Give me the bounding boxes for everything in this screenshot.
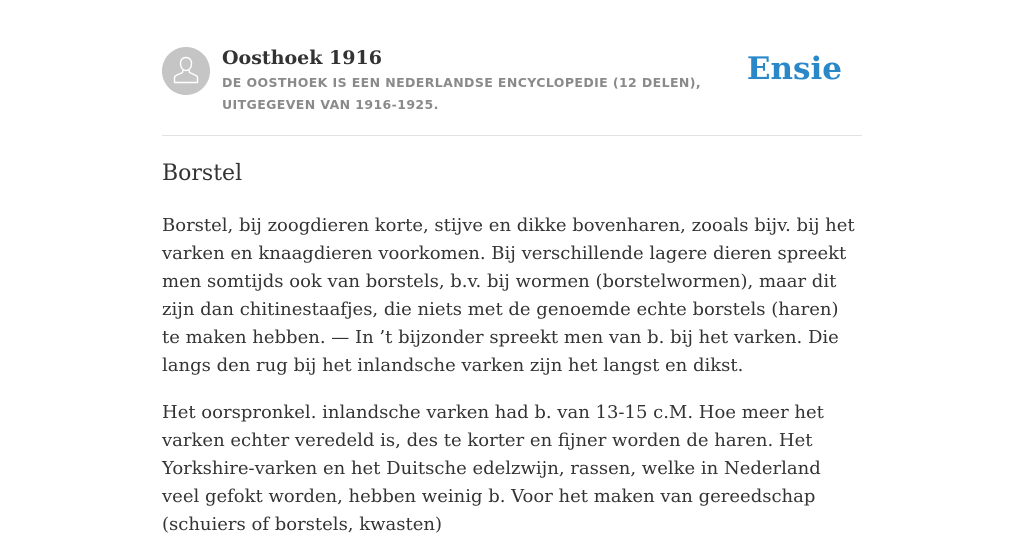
page bbox=[162, 0, 862, 535]
user-icon bbox=[162, 47, 210, 95]
entry-content bbox=[162, 212, 862, 558]
source-title[interactable]: Oosthoek 1916 bbox=[222, 47, 382, 69]
source-avatar[interactable] bbox=[162, 47, 210, 95]
entry-paragraph: Het oorspronkel. inlandsche varken had b. van 13-15 c.M. Hoe meer het varken echter veredeld is, des te korter en fijner worden de haren. Het Yorkshire-varken en het Duitsche edelzwijn, rassen, welke in Nederland veel gefokt worden, hebben weinig b. Voor het maken van gereedschap (schuiers of borstels, kwasten) bbox=[162, 402, 824, 535]
entry-paragraph: Borstel, bij zoogdieren korte, stijve en dikke bovenharen, zooals bijv. bij het varken en knaagdieren voorkomen. Bij verschillende lagere dieren spreekt men somtijds ook van borstels, b.v. bij wormen (borstelwormen), maar dit zijn dan chitinestaafjes, die niets met de genoemde echte borstels (haren) te maken hebben. — In ’t bijzonder spreekt men van b. bij het varken. Die langs den rug bij het inlandsche varken zijn het langst en dikst. bbox=[162, 215, 855, 376]
brand-logo[interactable]: Ensie bbox=[746, 51, 842, 87]
entry-title: Borstel bbox=[162, 161, 243, 186]
source-description: DE OOSTHOEK IS EEN NEDERLANDSE ENCYCLOPEDIE (12 DELEN), UITGEGEVEN VAN 1916-1925. bbox=[222, 75, 702, 112]
source-header bbox=[162, 0, 862, 136]
